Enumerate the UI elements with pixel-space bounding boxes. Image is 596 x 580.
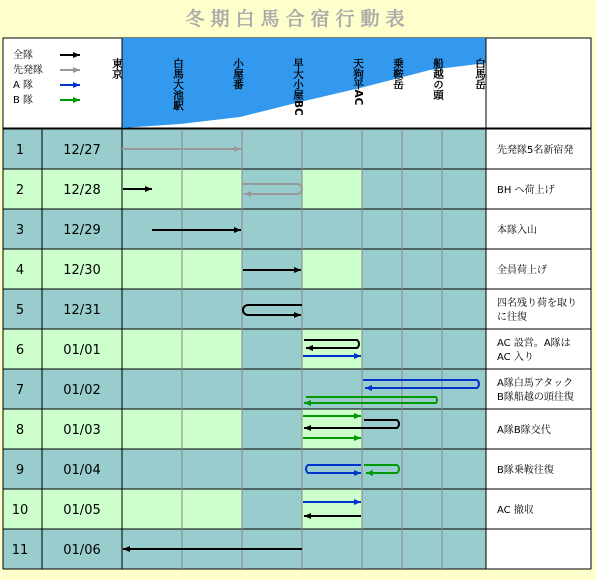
row-number: 2	[15, 183, 25, 198]
location-cell	[302, 249, 362, 289]
row-number: 1	[15, 143, 25, 158]
note-cell	[486, 369, 591, 409]
location-cell	[302, 449, 362, 489]
location-cell	[302, 129, 362, 169]
location-cell	[402, 249, 442, 289]
row-note: AC 撤収	[497, 505, 534, 516]
row-note: 先発隊5名新宿発	[497, 145, 574, 156]
location-cell	[122, 289, 182, 329]
row-date: 12/28	[63, 183, 101, 198]
location-koyaban: 小屋番	[232, 58, 244, 90]
location-norikura: 乗鞍岳	[392, 58, 404, 90]
location-cell	[362, 289, 402, 329]
row-date: 01/06	[63, 543, 101, 558]
location-cell	[182, 369, 242, 409]
row-number: 4	[15, 263, 25, 278]
location-cell	[442, 169, 486, 209]
location-cell	[122, 329, 182, 369]
location-tokyo: 東京	[111, 58, 123, 79]
row-number: 3	[15, 223, 25, 238]
location-cell	[362, 489, 402, 529]
row-note: A隊白馬アタック	[497, 378, 574, 389]
location-cell	[242, 129, 302, 169]
location-cell	[362, 449, 402, 489]
location-cell	[442, 289, 486, 329]
location-cell	[182, 169, 242, 209]
location-cell	[402, 489, 442, 529]
row-note: 全員荷上げ	[497, 265, 547, 276]
row-date: 01/01	[63, 343, 101, 358]
location-tengudaira-ac: 天狗平AC	[352, 58, 364, 106]
location-cell	[442, 209, 486, 249]
row-number: 8	[15, 423, 25, 438]
location-cell	[182, 409, 242, 449]
location-cell	[442, 249, 486, 289]
page-title: 冬期白馬合宿行動表	[185, 8, 411, 30]
location-hakuba-dake: 白馬岳	[474, 58, 486, 90]
legend-label-b: B 隊	[13, 95, 34, 106]
location-cell	[362, 129, 402, 169]
location-cell	[402, 169, 442, 209]
row-note: A隊B隊交代	[497, 425, 551, 436]
row-date: 12/30	[63, 263, 101, 278]
row-number: 10	[11, 503, 29, 518]
location-cell	[402, 289, 442, 329]
location-cell	[442, 489, 486, 529]
location-cell	[302, 529, 362, 569]
note-cell	[486, 529, 591, 569]
location-cell	[182, 249, 242, 289]
row-note: に往復	[497, 312, 527, 323]
location-waseda-hut-bc: 早大小屋BC	[292, 58, 304, 116]
row-number: 7	[15, 383, 25, 398]
row-date: 12/31	[63, 303, 101, 318]
legend-label-a: A 隊	[13, 80, 34, 91]
location-cell	[242, 449, 302, 489]
location-cell	[442, 449, 486, 489]
location-cell	[122, 489, 182, 529]
note-cell	[486, 329, 591, 369]
row-note: BH へ荷上げ	[497, 185, 555, 196]
legend-label-all: 全隊	[13, 50, 33, 61]
note-cell	[486, 289, 591, 329]
row-note: 四名残り荷を取り	[497, 298, 577, 309]
location-cell	[302, 289, 362, 329]
location-cell	[182, 289, 242, 329]
row-number: 5	[15, 303, 25, 318]
row-note: 本隊入山	[497, 225, 537, 236]
location-cell	[242, 369, 302, 409]
row-number: 9	[15, 463, 25, 478]
location-cell	[442, 529, 486, 569]
row-date: 01/02	[63, 383, 101, 398]
location-cell	[362, 209, 402, 249]
location-cell	[122, 409, 182, 449]
row-date: 01/05	[63, 503, 101, 518]
location-cell	[402, 409, 442, 449]
row-date: 01/04	[63, 463, 101, 478]
location-cell	[402, 209, 442, 249]
row-date: 12/29	[63, 223, 101, 238]
row-note: AC 設営。A隊は	[497, 338, 571, 349]
row-note: B隊乗鞍往復	[497, 465, 554, 476]
location-cell	[402, 529, 442, 569]
location-cell	[362, 169, 402, 209]
location-cell	[242, 169, 302, 209]
location-cell	[242, 489, 302, 529]
location-cell	[362, 329, 402, 369]
location-cell	[402, 129, 442, 169]
location-cell	[402, 329, 442, 369]
location-cell	[362, 249, 402, 289]
row-date: 01/03	[63, 423, 101, 438]
location-cell	[402, 449, 442, 489]
location-cell	[242, 289, 302, 329]
location-cell	[362, 529, 402, 569]
location-cell	[442, 129, 486, 169]
location-cell	[182, 489, 242, 529]
location-cell	[122, 449, 182, 489]
location-cell	[122, 249, 182, 289]
row-number: 6	[15, 343, 25, 358]
row-note: B隊船越の頭往復	[497, 392, 574, 403]
location-cell	[122, 369, 182, 409]
row-number: 11	[11, 543, 29, 558]
location-cell	[302, 489, 362, 529]
location-cell	[442, 329, 486, 369]
location-cell	[302, 209, 362, 249]
location-hakuba-oike-station: 白馬大池駅	[172, 58, 184, 111]
location-funakoshi: 船越の頭	[432, 58, 444, 100]
legend-label-advance: 先発隊	[13, 65, 43, 76]
location-cell	[242, 409, 302, 449]
location-cell	[182, 449, 242, 489]
location-cell	[182, 329, 242, 369]
location-cell	[442, 409, 486, 449]
location-cell	[242, 329, 302, 369]
row-note: AC 入り	[497, 352, 534, 363]
location-cell	[242, 209, 302, 249]
row-date: 12/27	[63, 143, 101, 158]
location-cell	[302, 169, 362, 209]
